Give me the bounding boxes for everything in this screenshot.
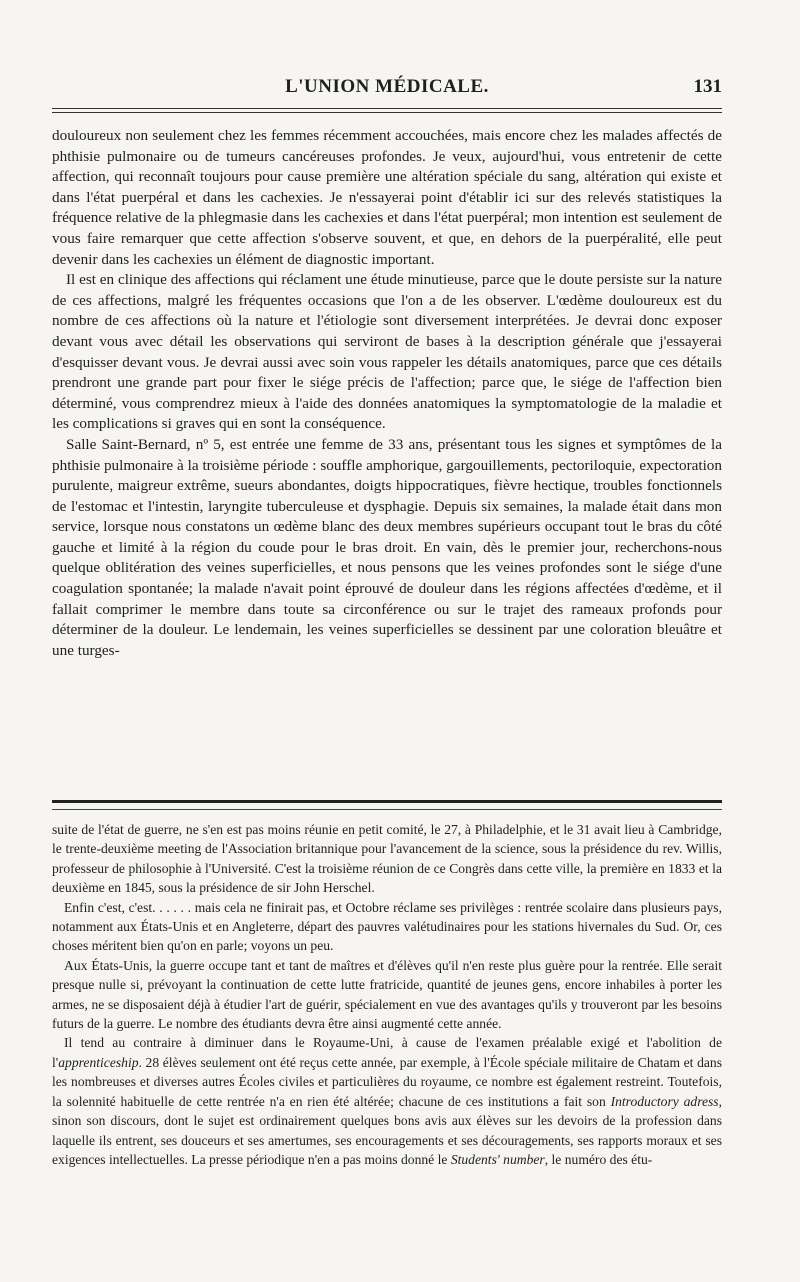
feuilleton-paragraph-2: Enfin c'est, c'est. . . . . . mais cela ne finirait pas, et Octobre réclame ses privilèges : rentrée scolaire dans plusieurs pays, notamment aux États-Unis et en Angleterre, départ des pauvres valétudinaires pour les stations hivernales du Sud. Or, ces choses méritent bien qu'on en parle; voyons un peu. (52, 899, 722, 954)
paragraph-3: Salle Saint-Bernard, nº 5, est entrée une femme de 33 ans, présentant tous les signes et symptômes de la phthisie pulmonaire à la troisième période : souffle amphorique, gargouillements, pectoriloquie, expectoration purulente, maigreur extrême, sueurs abondantes, doigts hippocratiques, fièvre hectique, troubles fonctionnels de l'estomac et l'intestin, laryngite tuberculeuse et dysphagie. Depuis six semaines, la malade était dans mon service, lorsque nous constatons un œdème blanc des deux membres supérieurs occupant tout le bras du côté gauche et limité à la région du coude pour le bras droit. En vain, dès le premier jour, recherchons-nous quelque oblitération des veines superficielles, et nous pensons que les veines profondes sont le siége d'une coagulation spontanée; la malade n'avait point éprouvé de douleur dans les régions affectées d'œdème, et il fallait comprimer le membre dans toute sa circonférence ou sur le trajet des rameaux profonds pour déterminer de la douleur. Le lendemain, les veines superficielles se dessinent par une coloration bleuâtre et une turges- (52, 435, 722, 659)
feuilleton-text (52, 820, 722, 1169)
italic-term: Introductory adress (610, 1093, 719, 1109)
paragraph-1: douloureux non seulement chez les femmes récemment accouchées, mais encore chez les malades affectés de phthisie pulmonaire ou de tumeurs cancéreuses profondes. Je veux, aujourd'hui, vous entretenir de cette affection, qui reconnaît toujours pour cause première une altération spéciale du sang, altération qui existe et dans l'état puerpéral et dans les cachexies. Je n'essayerai point d'établir ici sur des relevés statistiques la fréquence relative de la phlegmasie dans les cachexies et dans l'état puerpéral; mon intention est seulement de vous faire remarquer que cette affection s'observe souvent, et que, en dehors de la puerpéralité, elle peut devenir dans les cachexies un élément de diagnostic important. (52, 127, 722, 268)
header-rule (52, 108, 722, 113)
italic-term: apprenticeship (58, 1054, 139, 1070)
page-number: 131 (693, 76, 722, 97)
italic-term: Students' number (450, 1151, 545, 1167)
text-run: Il tend au contraire à diminuer dans le Royaume-Uni, à cause de l'examen préalable exigé et l'abolition de l' (52, 1035, 722, 1070)
feuilleton-separator (52, 800, 722, 810)
main-text (52, 126, 722, 661)
page-header (52, 76, 722, 106)
running-title: L'UNION MÉDICALE. (285, 76, 489, 97)
feuilleton-paragraph-3: Aux États-Unis, la guerre occupe tant et tant de maîtres et d'élèves qu'il n'en reste plus guère pour la rentrée. Elle serait presque nulle si, prévoyant la continuation de cette lutte fratricide, quantité de jeunes gens, encore inhabiles à porter les armes, ne se disposaient déjà à étudier l'art de guérir, spécialement en vue des avantages qu'ils y trouveront par les besoins futurs de la guerre. Le nombre des étudiants devra être ainsi augmenté cette année. (52, 957, 722, 1032)
feuilleton-paragraph-4 (52, 1033, 722, 1169)
text-run: . 28 élèves seulement ont été reçus cette année, par exemple, à l'École spéciale militaire de Chatam et dans les nombreuses et diverses autres Écoles civiles et particulières du royaume, ce nombre est également restreint. Toutefois, la solennité habituelle de cette rentrée n'a en rien été altérée; chacune de ces institutions a fait son (52, 1054, 722, 1109)
feuilleton-paragraph-1: suite de l'état de guerre, ne s'en est pas moins réunie en petit comité, le 27, à Philadelphie, et le 31 avait lieu à Cambridge, le trente-deuxième meeting de l'Association britannique pour l'avancement de la science, sous la présidence du rev. Willis, professeur de philosophie à l'Université. C'est la troisième réunion de ce Congrès dans cette ville, la première en 1833 et la deuxième en 1845, sous la présidence de sir John Herschel. (52, 822, 722, 896)
text-run: , le numéro des étu- (544, 1151, 653, 1167)
text-run: , sinon son discours, dont le sujet est ordinairement quelques bons avis aux élèves sur les devoirs de la profession dans laquelle ils entrent, ses douceurs et ses amertumes, ses encouragements et ses découragements, ses rapports moraux et ses exigences intellectuelles. La presse périodique n'en a pas moins donné le (52, 1093, 722, 1167)
paragraph-2: Il est en clinique des affections qui réclament une étude minutieuse, parce que le doute persiste sur la nature de ces affections, malgré les fréquentes occasions que l'on a de les observer. L'œdème douloureux est du nombre de ces affections où la nature et l'étiologie sont diversement interprétées. Je devrai donc exposer devant vous avec détail les observations qui serviront de bases à la description générale que j'essayerai d'esquisser devant vous. Je devrai aussi avec soin vous rappeler les détails anatomiques, parce que ces détails prendront une grande part pour fixer le siége précis de l'affection; parce que, le siége de l'affection bien déterminé, vous comprendrez mieux à l'aide des données anatomiques la symptomatologie de la maladie et les complications si graves qui en sont la conséquence. (52, 271, 722, 433)
